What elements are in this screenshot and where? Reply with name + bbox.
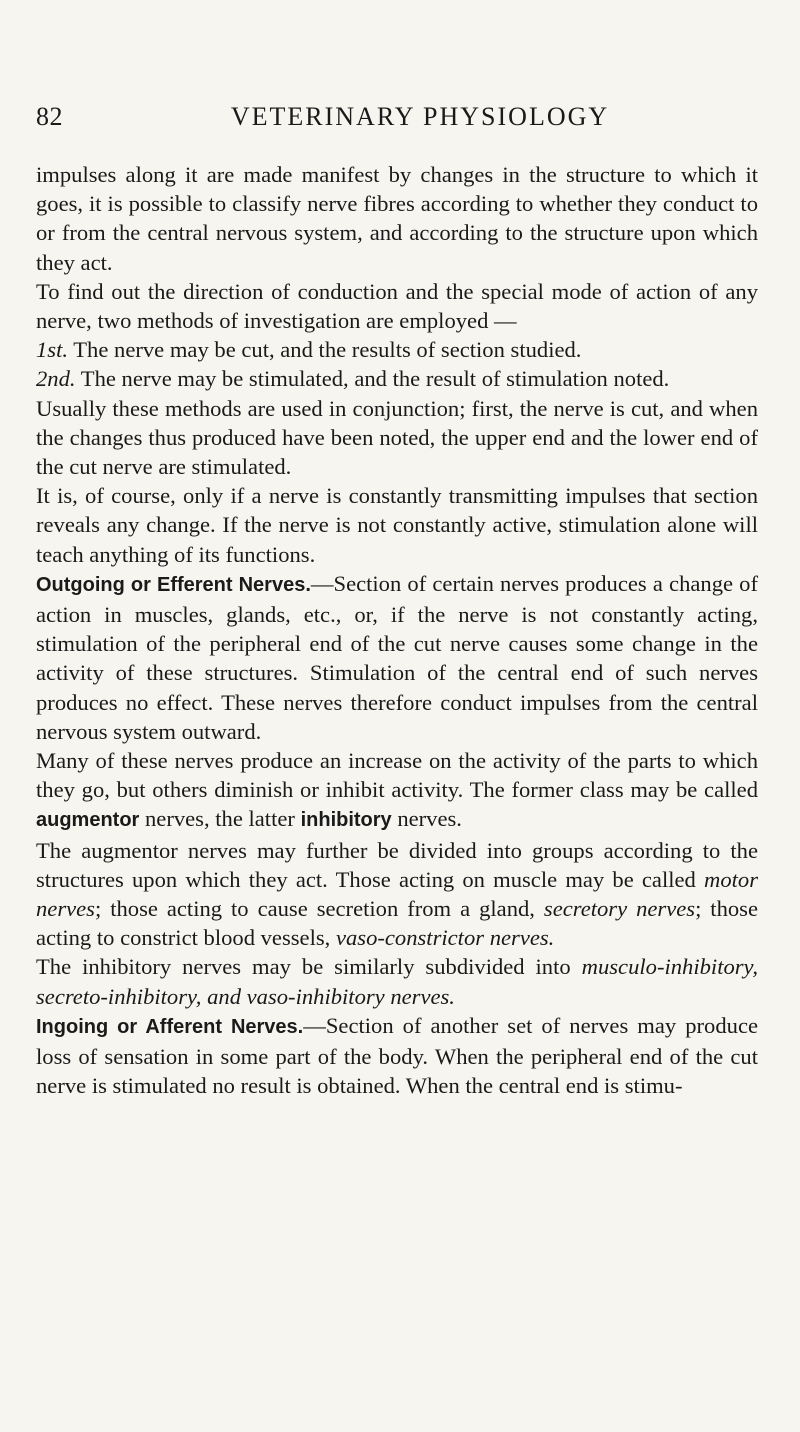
paragraph-text: nerves. (391, 806, 462, 832)
paragraph-text: ; those acting to cause secretion from a gland, (94, 896, 544, 922)
paragraph-text: nerves, the latter (139, 806, 301, 832)
paragraph-text: The nerve may be stimulated, and the result of stimulation noted. (75, 366, 670, 392)
ordinal-label: 1st. (36, 337, 69, 363)
paragraph-text: impulses along it are made manifest by changes in the structure to which it goes, it is possible to classify nerve fibres according to whether they conduct to or from the central nervous system, and according to the structure upon which they act. (36, 162, 758, 275)
ordinal-label: 2nd. (36, 366, 76, 392)
paragraph (36, 1011, 758, 1101)
paragraph (36, 952, 758, 1010)
term-augmentor: augmentor (36, 809, 140, 832)
paragraph-text: Usually these methods are used in conjunction; first, the nerve is cut, and when the changes thus produced have been noted, the upper end and the lower end of the cut nerve are stimulated. (36, 395, 758, 480)
paragraph (36, 160, 758, 277)
section-heading: Outgoing or Efferent Nerves. (36, 573, 311, 596)
paragraph-text: The inhibitory nerves may be similarly subdivided into (36, 954, 582, 980)
paragraph (36, 836, 758, 953)
paragraph (36, 569, 758, 746)
term-motor-nerves: motor nerves (36, 866, 758, 922)
page-header (36, 102, 764, 138)
paragraph-text: To find out the direction of conduction and the special mode of action of any nerve, two methods of investigation are employed — (36, 278, 758, 334)
term-inhibitory-subdivisions: musculo-inhibitory, secreto-inhibitory, and vaso-inhibitory nerves. (36, 954, 758, 1009)
term-inhibitory: inhibitory (300, 809, 392, 832)
paragraph-text: ; those acting to constrict blood vessels, (36, 896, 758, 951)
paragraph (36, 394, 758, 482)
paragraph (36, 481, 758, 569)
body-text (36, 160, 758, 1101)
paragraph-text: It is, of course, only if a nerve is constantly transmitting impulses that section reveals any change. If the nerve is not constantly active, stimulation alone will teach anything of its functions. (36, 483, 758, 567)
term-vaso-constrictor-nerves: vaso-constrictor nerves. (335, 925, 555, 951)
term-secretory-nerves: secretory nerves (543, 896, 696, 922)
paragraph (36, 335, 758, 364)
paragraph (36, 364, 758, 393)
paragraph-text: —Section of another set of nerves may produce loss of sensation in some part of the body. When the peripheral end of the cut nerve is stimulated no result is obtained. When the central end is stimu- (36, 1012, 758, 1099)
page-number: 82 (36, 102, 63, 131)
paragraph-text: The nerve may be cut, and the results of section studied. (68, 337, 582, 363)
running-head: VETERINARY PHYSIOLOGY (230, 102, 610, 131)
section-heading: Ingoing or Afferent Nerves. (36, 1015, 304, 1038)
paragraph (36, 277, 758, 335)
paragraph-text: —Section of certain nerves produces a change of action in muscles, glands, etc., or, if the nerve is not constantly acting, stimulation of the peripheral end of the cut nerve causes some change in the activity of these structures. Stimulation of the central end of such nerves produces no effect. These nerves therefore conduct impulses from the central nervous system outward. (36, 570, 758, 744)
paragraph (36, 746, 758, 836)
paragraph-text: Many of these nerves produce an increase on the activity of the parts to which they go, but others diminish or inhibit activity. The former class may be called (36, 748, 758, 803)
paragraph-text: The augmentor nerves may further be divided into groups according to the structures upon which they act. Those acting on muscle may be called (36, 837, 758, 892)
